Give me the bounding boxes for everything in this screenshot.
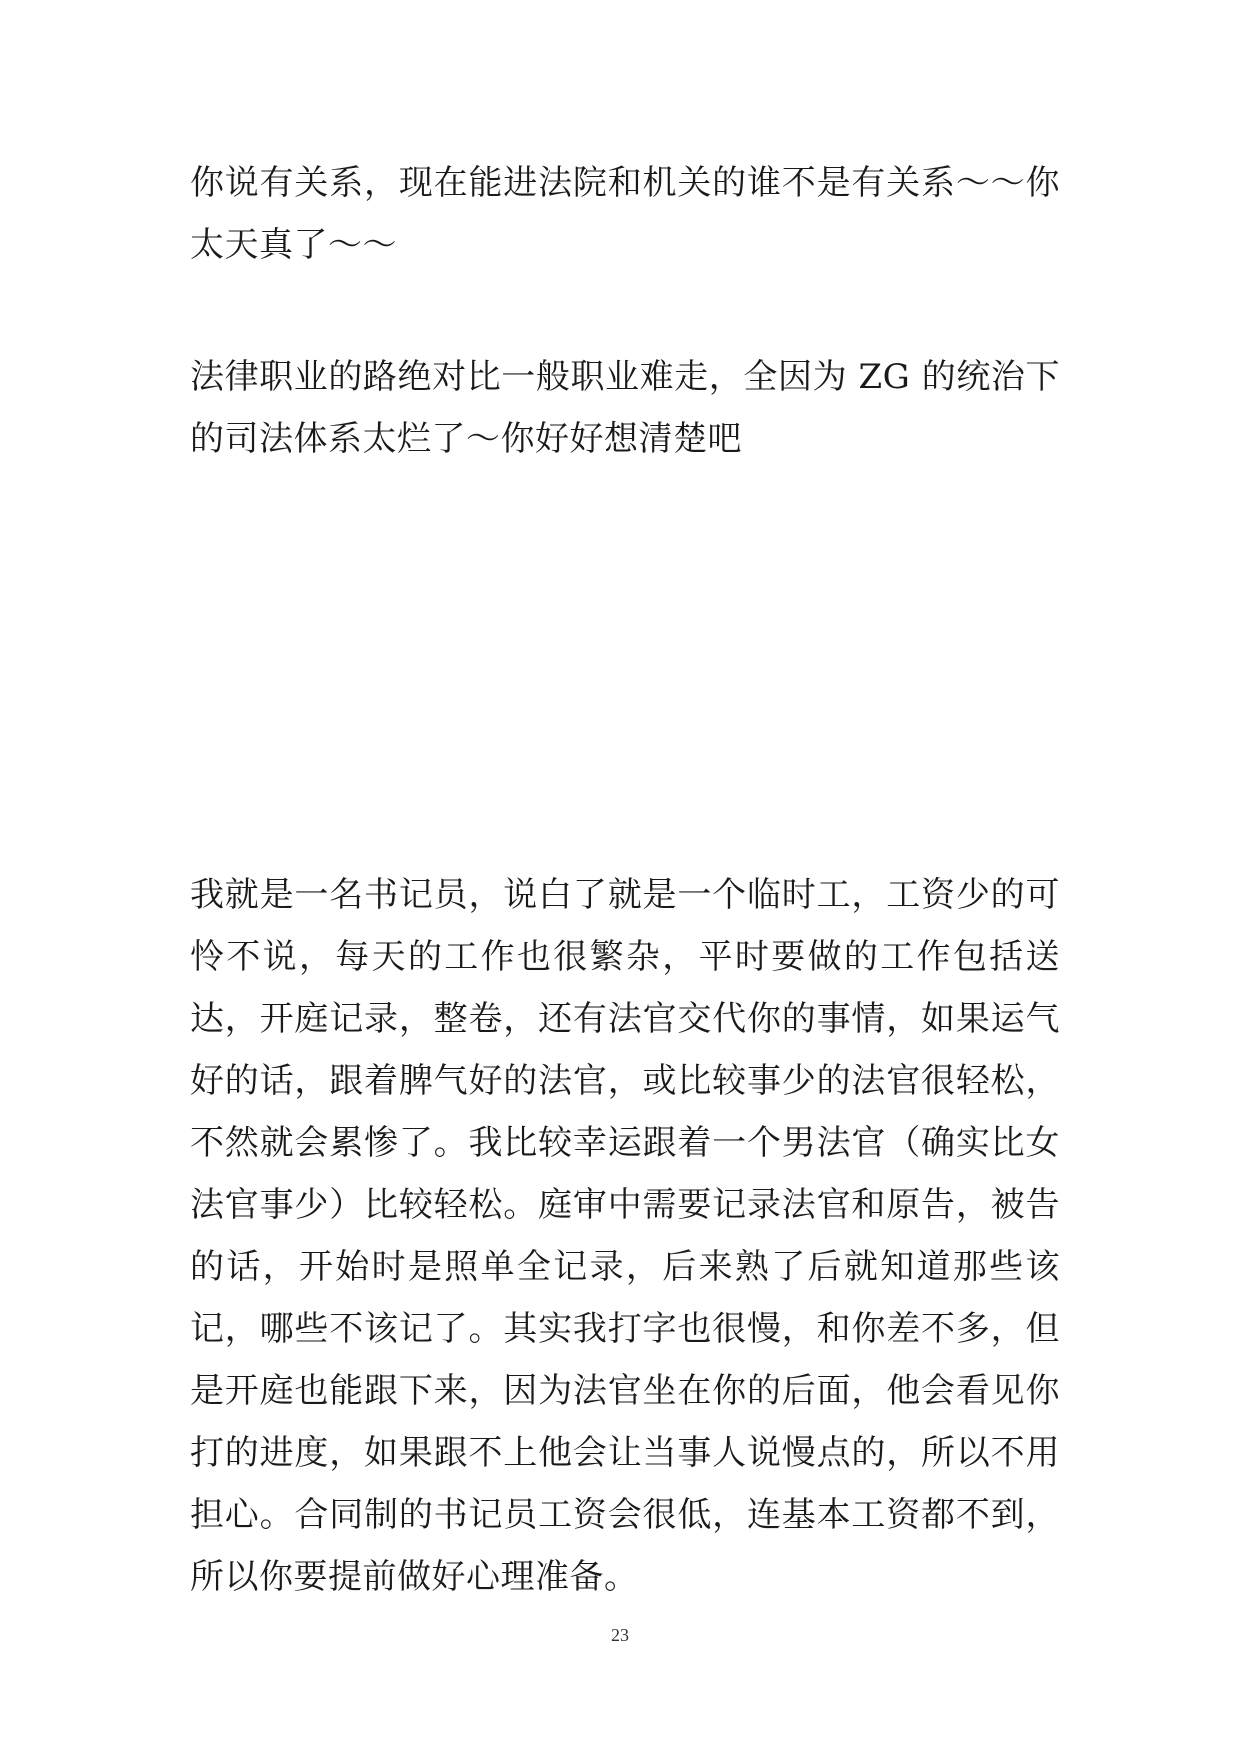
paragraph-1: 你说有关系，现在能进法院和机关的谁不是有关系～～你太天真了～～ [190, 163, 1060, 265]
page-number: 23 [611, 1625, 629, 1645]
paragraph-2: 法律职业的路绝对比一般职业难走，全因为 ZG 的统治下的司法体系太烂了～你好好想清楚吧 [190, 357, 1060, 459]
paragraph-3: 我就是一名书记员，说白了就是一个临时工，工资少的可怜不说，每天的工作也很繁杂，平时要做的工作包括送达，开庭记录，整卷，还有法官交代你的事情，如果运气好的话，跟着脾气好的法官，或比较事少的法官很轻松，不然就会累惨了。我比较幸运跟着一个男法官（确实比女法官事少）比较轻松。庭审中需要记录法官和原告，被告的话，开始时是照单全记录，后来熟了后就知道那些该记，哪些不该记了。其实我打字也很慢，和你差不多，但是开庭也能跟下来，因为法官坐在你的后面，他会看见你打的进度，如果跟不上他会让当事人说慢点的，所以不用担心。合同制的书记员工资会很低，连基本工资都不到，所以你要提前做好心理准备。 [190, 875, 1060, 1597]
